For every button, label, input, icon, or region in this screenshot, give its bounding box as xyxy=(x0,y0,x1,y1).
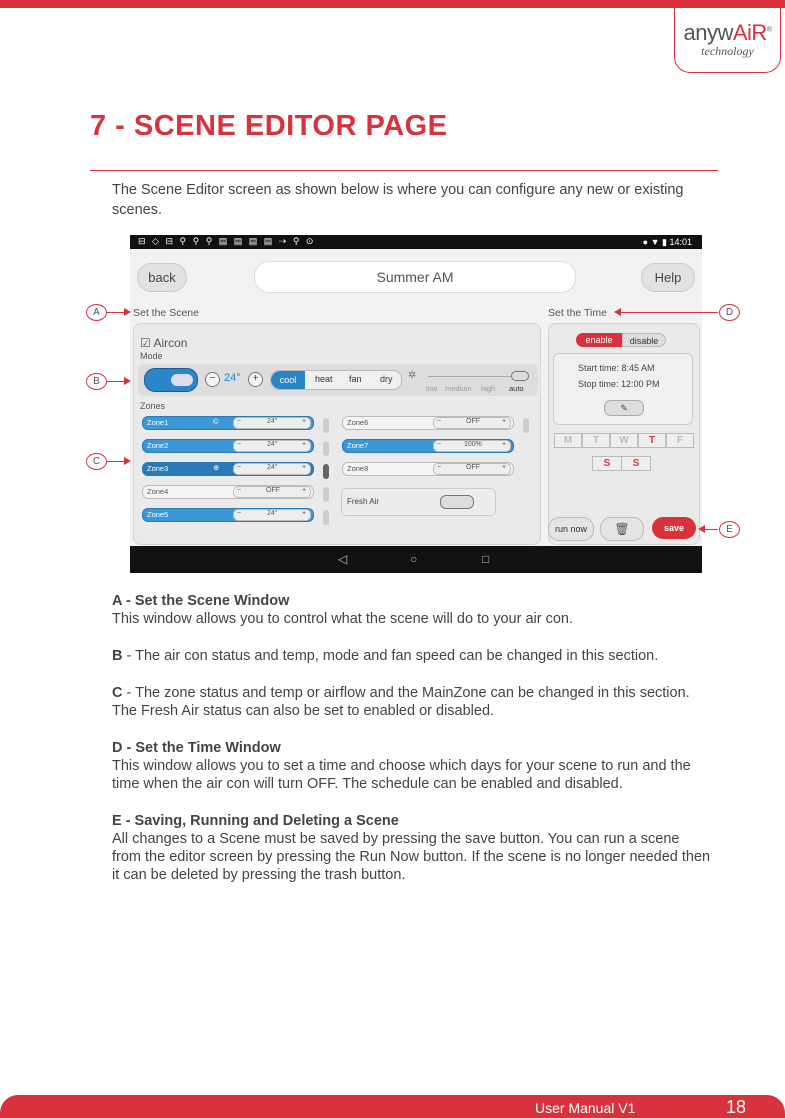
day-tuesday[interactable]: T xyxy=(582,433,610,448)
android-nav-bar xyxy=(130,546,702,573)
aircon-checkbox[interactable]: ☑ Aircon xyxy=(140,336,188,350)
footer-manual-label: User Manual V1 xyxy=(535,1100,636,1116)
day-thursday[interactable]: T xyxy=(638,433,666,448)
status-icons: ⊟ ◇ ⊟ ⚲ ⚲ ⚲ ▤ ▤ ▤ ▤ ⇢ ⚲ ⊙ xyxy=(138,236,316,246)
logo-tagline: technology xyxy=(701,44,754,58)
description-b: B - The air con status and temp, mode and fan speed can be changed in this section. xyxy=(112,648,659,664)
intro-text: The Scene Editor screen as shown below is where you can configure any new or existing scenes. xyxy=(112,182,684,218)
callout-c-arrow xyxy=(107,461,125,462)
callout-a-arrow xyxy=(107,312,125,313)
thermometer-icon xyxy=(323,510,329,525)
callout-d: D xyxy=(719,304,740,321)
start-time: Start time: 8:45 AM xyxy=(578,363,655,373)
callout-e-arrow xyxy=(704,529,718,530)
top-accent-bar xyxy=(0,0,785,8)
help-button[interactable]: Help xyxy=(641,263,695,292)
thermometer-icon xyxy=(323,418,329,433)
page-title: 7 - SCENE EDITOR PAGE xyxy=(90,110,448,142)
callout-b-arrow xyxy=(107,381,125,382)
mode-heat[interactable]: heat xyxy=(315,374,333,384)
day-sunday[interactable]: S xyxy=(621,456,651,471)
edit-pencil-icon[interactable]: ✎ xyxy=(604,400,644,416)
thermometer-icon xyxy=(323,441,329,456)
set-scene-label: Set the Scene xyxy=(133,307,199,319)
save-button[interactable]: save xyxy=(652,517,696,539)
fresh-air-toggle[interactable] xyxy=(440,495,474,509)
title-divider xyxy=(90,170,718,171)
scene-name-field[interactable]: Summer AM xyxy=(254,261,576,293)
mode-cool[interactable]: cool xyxy=(271,371,305,389)
android-status-bar xyxy=(130,235,702,249)
fan-auto-toggle[interactable] xyxy=(511,371,529,381)
nav-recent-icon[interactable]: □ xyxy=(482,552,490,566)
callout-b: B xyxy=(86,373,107,390)
mode-label: Mode xyxy=(140,351,163,361)
callout-b-arrowhead xyxy=(124,377,131,385)
page-footer xyxy=(0,1095,785,1118)
description-d: D - Set the Time Window This window allows you to set a time and choose which days for your scene to run and the time when the air con will turn OFF. The schedule can be enabled and disabled. xyxy=(112,740,691,792)
mode-dry[interactable]: dry xyxy=(380,374,393,384)
back-button[interactable]: back xyxy=(137,263,187,292)
brand-logo xyxy=(674,8,781,73)
fan-speed-track[interactable] xyxy=(428,376,523,377)
thermometer-icon xyxy=(523,418,529,433)
time-settings-box xyxy=(553,353,693,425)
fresh-air-box xyxy=(341,488,496,516)
callout-e: E xyxy=(719,521,740,538)
callout-a: A xyxy=(86,304,107,321)
main-zone-icon: © xyxy=(213,417,219,426)
fan-auto: auto xyxy=(509,384,524,393)
callout-c-arrowhead xyxy=(124,457,131,465)
fresh-air-label: Fresh Air xyxy=(347,497,380,506)
fan-icon: ✲ xyxy=(408,370,417,381)
zone-row[interactable]: Zone4 − OFF + xyxy=(142,485,314,499)
zone-row[interactable]: Zone6 − OFF + xyxy=(342,416,514,430)
temp-increase-button[interactable]: + xyxy=(248,372,263,387)
callout-a-arrowhead xyxy=(124,308,131,316)
schedule-disable-button[interactable]: disable xyxy=(622,333,666,347)
day-saturday[interactable]: S xyxy=(592,456,622,471)
descriptions xyxy=(112,592,712,903)
temp-decrease-button[interactable]: − xyxy=(205,372,220,387)
zone-row[interactable]: Zone5 − 24° + xyxy=(142,508,314,522)
status-clock: ● ▼ ▮ 14:01 xyxy=(642,237,692,247)
description-a: A - Set the Scene Window This window allows you to control what the scene will do to your air con. xyxy=(112,593,573,627)
callout-c: C xyxy=(86,453,107,470)
day-wednesday[interactable]: W xyxy=(610,433,638,448)
temperature-value: 24° xyxy=(224,372,241,384)
mode-selector xyxy=(270,370,402,390)
fan-medium: medium xyxy=(445,384,472,393)
run-now-button[interactable]: run now xyxy=(548,517,594,541)
fan-high: high xyxy=(481,384,496,393)
zone-row[interactable]: Zone8 − OFF + xyxy=(342,462,514,476)
description-c: C - The zone status and temp or airflow and the MainZone can be changed in this section. The Fresh Air status can also be set to enabled or disabled. xyxy=(112,685,690,719)
callout-e-arrowhead xyxy=(698,525,705,533)
aircon-control-row xyxy=(138,364,538,396)
mode-fan[interactable]: fan xyxy=(349,374,362,384)
day-friday[interactable]: F xyxy=(666,433,694,448)
stop-time: Stop time: 12:00 PM xyxy=(578,379,660,389)
callout-d-arrow xyxy=(620,312,718,313)
nav-home-icon[interactable]: ○ xyxy=(410,552,418,566)
thermometer-icon xyxy=(323,487,329,502)
trash-icon[interactable]: 🗑 xyxy=(600,517,644,541)
aircon-power-toggle[interactable] xyxy=(144,368,198,392)
nav-back-icon[interactable]: ◁ xyxy=(338,552,348,566)
thermometer-icon xyxy=(323,464,329,479)
day-monday[interactable]: M xyxy=(554,433,582,448)
callout-d-arrowhead xyxy=(614,308,621,316)
fan-low: low xyxy=(426,384,438,393)
zone-row[interactable]: Zone7 − 100% + xyxy=(342,439,514,453)
description-e: E - Saving, Running and Deleting a Scene All changes to a Scene must be saved by pressing the save button. You can run a scene from the editor screen by pressing the Run Now button. If the scene is no longer needed then it can be deleted by pressing the trash button. xyxy=(112,813,711,883)
schedule-enable-button[interactable]: enable xyxy=(576,333,622,347)
page-number: 18 xyxy=(726,1097,747,1117)
zone-row[interactable]: Zone3 ⊕ − 24° + xyxy=(142,462,314,476)
target-icon: ⊕ xyxy=(213,463,220,472)
app-screenshot xyxy=(130,235,702,573)
zones-label: Zones xyxy=(140,401,166,411)
zone-row[interactable]: Zone1 © − 24° + xyxy=(142,416,314,430)
logo-wordmark: anywAiR® xyxy=(683,20,772,45)
zone-row[interactable]: Zone2 − 24° + xyxy=(142,439,314,453)
set-time-label: Set the Time xyxy=(548,307,607,319)
